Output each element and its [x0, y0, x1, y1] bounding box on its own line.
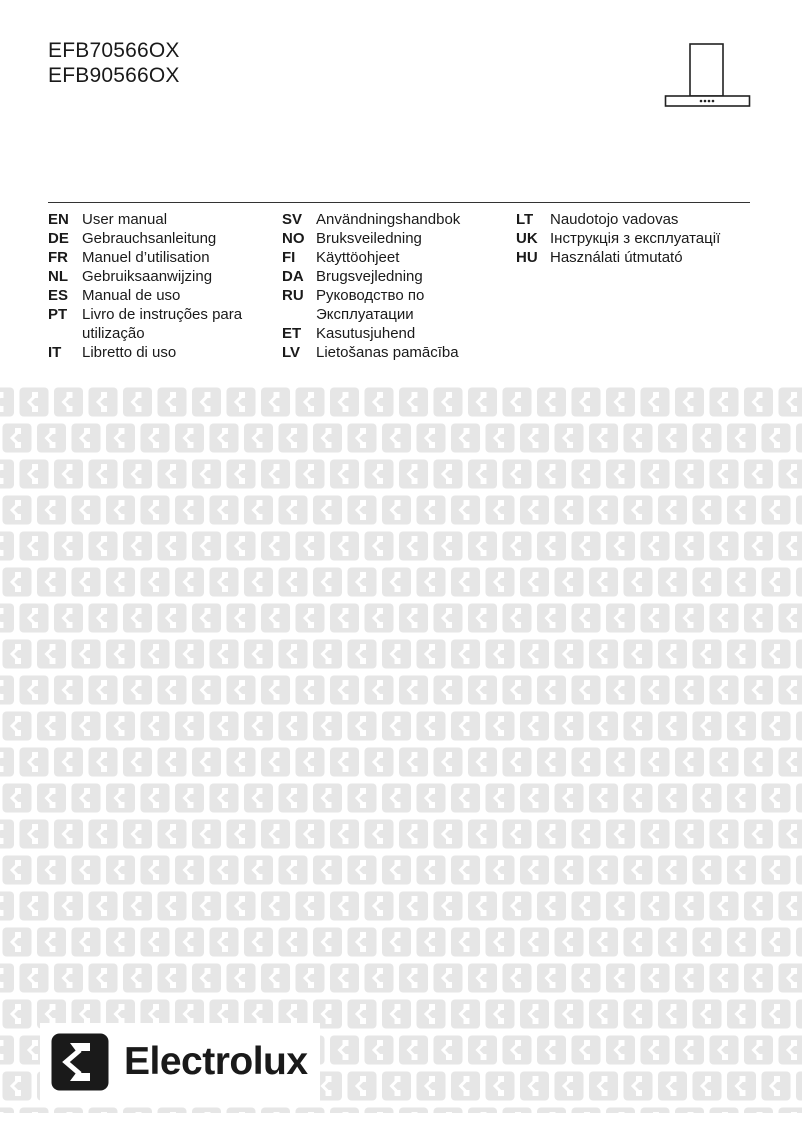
language-name: Brugsvejledning	[316, 268, 423, 285]
language-item	[282, 248, 482, 267]
language-name: Libretto di uso	[82, 344, 177, 361]
language-code: FR	[48, 249, 68, 266]
language-name: Käyttöohjeet	[316, 249, 400, 266]
model-number-90: EFB90566OX	[48, 64, 180, 87]
divider	[48, 202, 750, 203]
brand-logo	[40, 1023, 320, 1101]
brand-name: Electrolux	[124, 1040, 308, 1083]
language-name: Manuel d’utilisation	[82, 249, 210, 266]
language-item	[516, 248, 756, 267]
language-code: DE	[48, 230, 69, 247]
model-numbers	[48, 38, 180, 88]
cooker-hood-icon	[664, 42, 752, 112]
language-item	[282, 343, 482, 362]
language-name: Руководство по Эксплуатации	[316, 287, 425, 323]
language-item	[48, 248, 263, 267]
language-item	[282, 267, 482, 286]
language-column-1	[48, 210, 263, 362]
language-item	[48, 286, 263, 305]
brand-pattern	[0, 385, 802, 1113]
language-code: FI	[282, 249, 296, 266]
language-code: DA	[282, 268, 304, 285]
language-code: ET	[282, 325, 302, 342]
language-code: SV	[282, 211, 303, 228]
language-name: Lietošanas pamācība	[316, 344, 459, 361]
language-code: RU	[282, 287, 304, 304]
language-code: PT	[48, 306, 68, 323]
language-name: Gebrauchsanleitung	[82, 230, 217, 247]
language-code: LT	[516, 211, 534, 228]
language-item	[48, 210, 263, 229]
language-name: Manual de uso	[82, 287, 181, 304]
language-code: NO	[282, 230, 305, 247]
language-code: LV	[282, 344, 301, 361]
language-item	[48, 343, 263, 362]
language-item	[48, 267, 263, 286]
language-column-3	[516, 210, 756, 267]
language-code: EN	[48, 211, 69, 228]
language-code: UK	[516, 230, 538, 247]
language-item	[516, 229, 756, 248]
language-code: IT	[48, 344, 62, 361]
language-name: Інструкція з експлуатації	[550, 230, 721, 247]
language-item	[516, 210, 756, 229]
language-item	[282, 210, 482, 229]
language-name: Kasutusjuhend	[316, 325, 416, 342]
language-name: Livro de instruções para utilização	[82, 306, 243, 342]
language-name: Bruksveiledning	[316, 230, 422, 247]
language-name: Gebruiksaanwijzing	[82, 268, 213, 285]
language-name: Használati útmutató	[550, 249, 683, 266]
language-code: ES	[48, 287, 69, 304]
language-code: HU	[516, 249, 538, 266]
language-item	[48, 305, 263, 343]
model-number-70: EFB70566OX	[48, 39, 180, 62]
language-item	[282, 229, 482, 248]
language-item	[282, 286, 482, 324]
electrolux-logo-icon	[50, 1032, 110, 1092]
language-name: User manual	[82, 211, 168, 228]
language-name: Användningshandbok	[316, 211, 461, 228]
language-code: NL	[48, 268, 68, 285]
language-name: Naudotojo vadovas	[550, 211, 679, 228]
language-item	[282, 324, 482, 343]
language-item	[48, 229, 263, 248]
language-column-2	[282, 210, 482, 362]
